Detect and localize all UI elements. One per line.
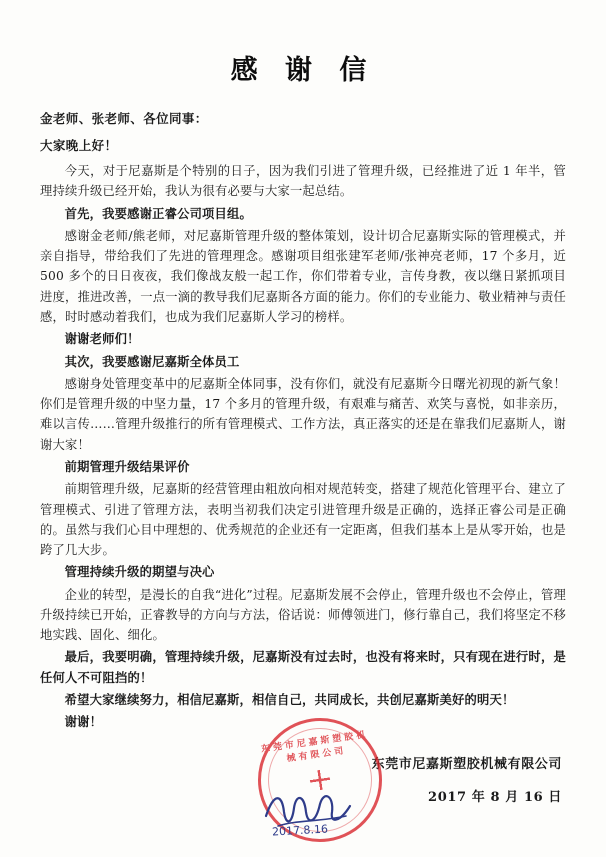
paragraph-13: 谢谢！ — [64, 714, 103, 730]
paragraph-8: 前期管理升级，尼嘉斯的经营管理由粗放向相对规范转变，搭建了规范化管理平台、建立了管理模式、引进了管理方法，表明当初我们决定引进管理升级是正确的，选择正睿公司是正确的。虽然与我们心目中理想的、优秀规范的企业还有一定距离，但我们基本上是从零开始，也是跨了几大步。 — [40, 482, 566, 558]
paragraph-4: 谢谢老师们！ — [64, 331, 140, 347]
paragraph-11: 最后，我要明确，管理持续升级，尼嘉斯没有过去时，也没有将来时，只有现在进行时，是任何人不可阻挡的！ — [40, 649, 566, 685]
paragraph-12: 希望大家继续努力，相信尼嘉斯，相信自己，共同成长，共创尼嘉斯美好的明天！ — [64, 692, 515, 708]
seal-top-text: 东莞市尼嘉斯塑胶机械有限公司 — [260, 729, 369, 765]
paragraph-1: 今天，对于尼嘉斯是个特别的日子，因为我们引进了管理升级，已经推进了近 1 年半，管理持续升级已经开始，我认为很有必要与大家一起总结。 — [40, 164, 566, 199]
sign-date: 2017 年 8 月 16 日 — [428, 790, 562, 805]
page-title: 感 谢 信 — [230, 55, 376, 86]
greeting: 大家晚上好！ — [40, 138, 118, 153]
paragraph-2: 首先，我要感谢正睿公司项目组。 — [64, 205, 253, 221]
paragraph-3: 感谢金老师/熊老师，对尼嘉斯管理升级的整体策划，设计切合尼嘉斯实际的管理模式，并亲自指导，带给我们了先进的管理理念。感谢项目组张建军老师/张神亮老师，17 个多月，近 500 多个的日日夜夜，我们像战友般一起工作，你们带着专业，言传身教，夜以继日紧抓项目进度，推进改善，一点一滴的教导我们尼嘉斯各方面的能力。你们的专业能力、敬业精神与责任感，时时感动着我们，也成为我们尼嘉斯人学习的榜样。 — [40, 228, 566, 324]
section-heading-expectation: 管理持续升级的期望与决心 — [64, 564, 215, 580]
paragraph-6: 感谢身处管理变革中的尼嘉斯全体同事，没有你们，就没有尼嘉斯今日曙光初现的新气象！你们是管理升级的中坚力量，17 个多月的管理升级，有艰难与痛苦、欢笑与喜悦，如非亲历，难以言传……管理升级推行的所有管理模式、工作方法，真正落实的还是在靠我们尼嘉斯人，谢谢大家！ — [40, 376, 566, 452]
handwritten-date: 2017.8.16 — [271, 822, 329, 839]
signature-block — [372, 753, 562, 805]
salutation: 金老师、张老师、各位同事： — [40, 111, 208, 126]
paragraph-10: 企业的转型，是漫长的自我“进化”过程。尼嘉斯发展不会停止，管理升级也不会停止，管理升级持续已开始，正睿教导的方向与方法，俗话说：师傅领进门，修行靠自己，我们将坚定不移地实践、固化、细化。 — [40, 587, 566, 643]
section-heading-evaluation: 前期管理升级结果评价 — [64, 458, 190, 474]
seal-inner-ring — [261, 721, 378, 838]
paragraph-5: 其次，我要感谢尼嘉斯全体员工 — [64, 353, 240, 369]
company-name: 东莞市尼嘉斯塑胶机械有限公司 — [371, 757, 562, 772]
